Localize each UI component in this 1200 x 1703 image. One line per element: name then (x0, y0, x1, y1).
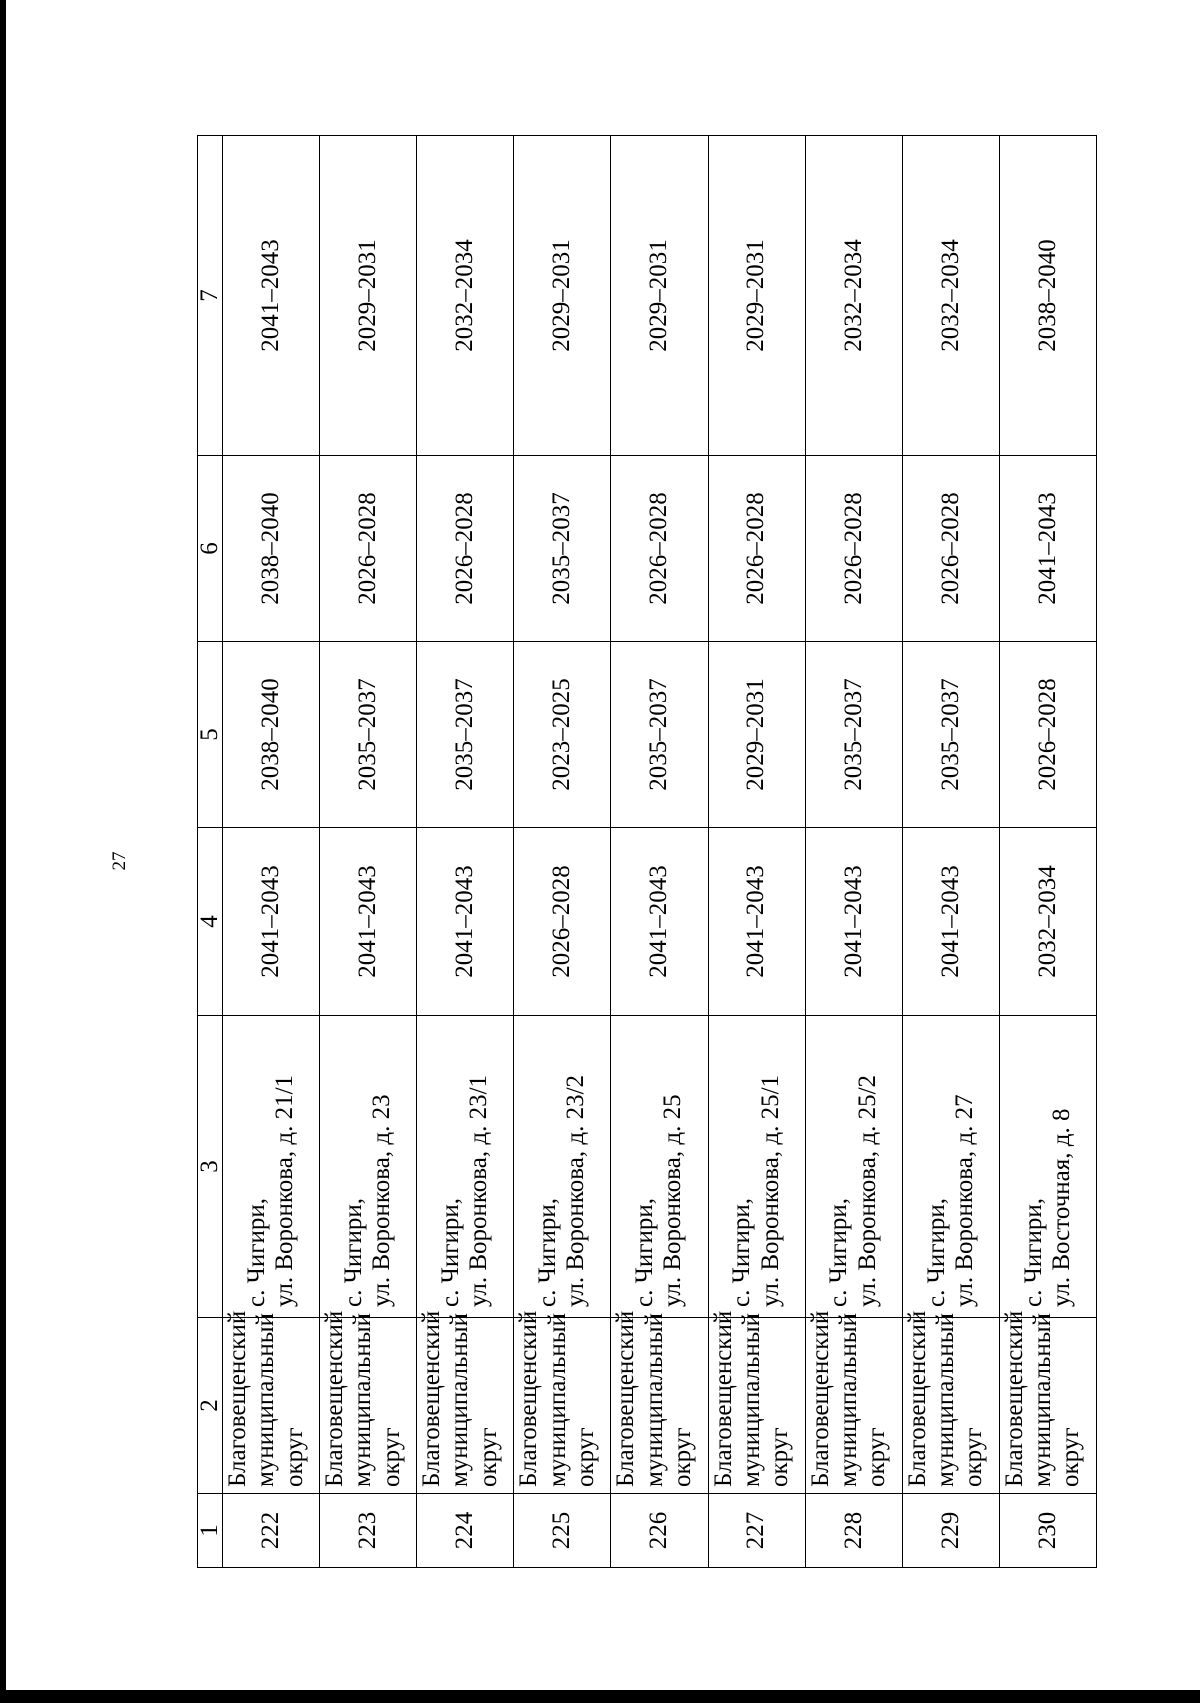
address-cell (902, 1016, 999, 1318)
column-header: 5 (198, 642, 223, 828)
period-cell: 2026–2028 (417, 456, 514, 642)
district-line: округ (960, 1427, 988, 1487)
table-row (320, 136, 417, 1568)
period-cell: 2035–2037 (514, 456, 611, 642)
address-line: ул. Воронкова, д. 23/2 (562, 1074, 590, 1307)
district-line: Благовещенский (612, 1310, 640, 1487)
period-cell: 2029–2031 (708, 642, 805, 828)
period-cell: 2038–2040 (999, 136, 1096, 456)
period-cell: 2041–2043 (223, 136, 320, 456)
address-line: ул. Воронкова, д. 25/2 (853, 1074, 881, 1307)
address-line: ул. Воронкова, д. 23 (368, 1094, 396, 1307)
period-cell: 2035–2037 (902, 642, 999, 828)
period-cell: 2041–2043 (708, 828, 805, 1016)
district-line: Благовещенский (1000, 1310, 1028, 1487)
column-header: 6 (198, 456, 223, 642)
address-line: с. Чигири, (242, 1198, 270, 1307)
period-cell: 2035–2037 (320, 642, 417, 828)
period-cell: 2026–2028 (805, 456, 902, 642)
period-cell: 2029–2031 (611, 136, 708, 456)
row-number-cell: 227 (708, 1494, 805, 1568)
period-cell: 2041–2043 (902, 828, 999, 1016)
district-cell (708, 1310, 805, 1494)
address-line: ул. Восточная, д. 8 (1047, 1108, 1075, 1307)
row-number-cell: 224 (417, 1494, 514, 1568)
period-cell: 2032–2034 (805, 136, 902, 456)
district-line: округ (474, 1427, 502, 1487)
table-row (514, 136, 611, 1568)
period-cell: 2026–2028 (320, 456, 417, 642)
period-cell: 2038–2040 (223, 642, 320, 828)
period-cell: 2038–2040 (223, 456, 320, 642)
district-line: Благовещенский (515, 1310, 543, 1487)
row-number-cell: 230 (999, 1494, 1096, 1568)
table-container (197, 136, 1097, 1568)
table-row (223, 136, 320, 1568)
district-line: Благовещенский (806, 1310, 834, 1487)
district-cell (805, 1310, 902, 1494)
district-line: округ (571, 1427, 599, 1487)
period-cell: 2026–2028 (708, 456, 805, 642)
address-cell (611, 1016, 708, 1318)
row-number-cell: 225 (514, 1494, 611, 1568)
period-cell: 2041–2043 (611, 828, 708, 1016)
district-line: округ (377, 1427, 405, 1487)
address-line: с. Чигири, (437, 1198, 465, 1307)
column-header: 1 (198, 1494, 223, 1568)
district-line: муниципальный (543, 1313, 571, 1487)
period-cell: 2041–2043 (805, 828, 902, 1016)
address-cell (223, 1016, 320, 1318)
period-cell: 2029–2031 (514, 136, 611, 456)
table-row (611, 136, 708, 1568)
page-number: 27 (109, 851, 130, 871)
column-header: 4 (198, 828, 223, 1016)
scan-edge-left (0, 0, 6, 1703)
address-line: ул. Воронкова, д. 23/1 (465, 1074, 493, 1307)
district-line: Благовещенский (709, 1310, 737, 1487)
district-cell (223, 1310, 320, 1494)
address-line: ул. Воронкова, д. 25 (659, 1094, 687, 1307)
district-line: округ (863, 1427, 891, 1487)
address-cell (805, 1016, 902, 1318)
district-cell (320, 1310, 417, 1494)
period-cell: 2041–2043 (999, 456, 1096, 642)
period-cell: 2026–2028 (902, 456, 999, 642)
period-cell: 2026–2028 (999, 642, 1096, 828)
period-cell: 2026–2028 (514, 828, 611, 1016)
address-line: с. Чигири, (922, 1198, 950, 1307)
row-number-cell: 226 (611, 1494, 708, 1568)
period-cell: 2041–2043 (223, 828, 320, 1016)
period-cell: 2026–2028 (611, 456, 708, 642)
period-cell: 2035–2037 (417, 642, 514, 828)
district-line: муниципальный (1029, 1313, 1057, 1487)
district-cell (902, 1310, 999, 1494)
district-line: Благовещенский (321, 1310, 349, 1487)
address-cell (514, 1016, 611, 1318)
district-line: муниципальный (737, 1313, 765, 1487)
district-line: Благовещенский (224, 1310, 251, 1487)
table-row (417, 136, 514, 1568)
address-cell (708, 1016, 805, 1318)
district-line: округ (1057, 1427, 1085, 1487)
address-cell (320, 1016, 417, 1318)
scan-edge-bottom (0, 1690, 1200, 1703)
district-cell (514, 1310, 611, 1494)
district-cell (999, 1310, 1096, 1494)
table-row (805, 136, 902, 1568)
period-cell: 2035–2037 (611, 642, 708, 828)
period-cell: 2023–2025 (514, 642, 611, 828)
district-line: округ (668, 1427, 696, 1487)
period-cell: 2041–2043 (320, 828, 417, 1016)
address-line: ул. Воронкова, д. 27 (950, 1094, 978, 1307)
district-line: Благовещенский (418, 1310, 446, 1487)
address-line: с. Чигири, (339, 1198, 367, 1307)
period-cell: 2029–2031 (708, 136, 805, 456)
district-line: муниципальный (834, 1313, 862, 1487)
row-number-cell: 222 (223, 1494, 320, 1568)
district-line: муниципальный (640, 1313, 668, 1487)
address-line: с. Чигири, (825, 1198, 853, 1307)
header-row (198, 136, 223, 1568)
period-cell: 2041–2043 (417, 828, 514, 1016)
period-cell: 2035–2037 (805, 642, 902, 828)
district-cell (417, 1310, 514, 1494)
period-cell: 2032–2034 (902, 136, 999, 456)
address-line: с. Чигири, (631, 1198, 659, 1307)
row-number-cell: 228 (805, 1494, 902, 1568)
address-line: ул. Воронкова, д. 21/1 (271, 1074, 299, 1307)
column-header: 3 (198, 1016, 223, 1318)
district-line: муниципальный (446, 1313, 474, 1487)
period-cell: 2029–2031 (320, 136, 417, 456)
district-line: округ (280, 1427, 308, 1487)
period-cell: 2032–2034 (999, 828, 1096, 1016)
row-number-cell: 229 (902, 1494, 999, 1568)
table-row (999, 136, 1096, 1568)
address-cell (999, 1016, 1096, 1318)
district-line: муниципальный (252, 1313, 280, 1487)
address-line: ул. Воронкова, д. 25/1 (756, 1074, 784, 1307)
district-line: муниципальный (932, 1313, 960, 1487)
address-line: с. Чигири, (534, 1198, 562, 1307)
address-line: с. Чигири, (1019, 1198, 1047, 1307)
district-line: муниципальный (349, 1313, 377, 1487)
district-line: округ (766, 1427, 794, 1487)
address-line: с. Чигири, (728, 1198, 756, 1307)
table-row (708, 136, 805, 1568)
district-line: Благовещенский (903, 1310, 931, 1487)
column-header: 7 (198, 136, 223, 456)
data-table (197, 135, 1097, 1568)
table-row (902, 136, 999, 1568)
district-cell (611, 1310, 708, 1494)
column-header: 2 (198, 1318, 223, 1494)
period-cell: 2032–2034 (417, 136, 514, 456)
address-cell (417, 1016, 514, 1318)
row-number-cell: 223 (320, 1494, 417, 1568)
